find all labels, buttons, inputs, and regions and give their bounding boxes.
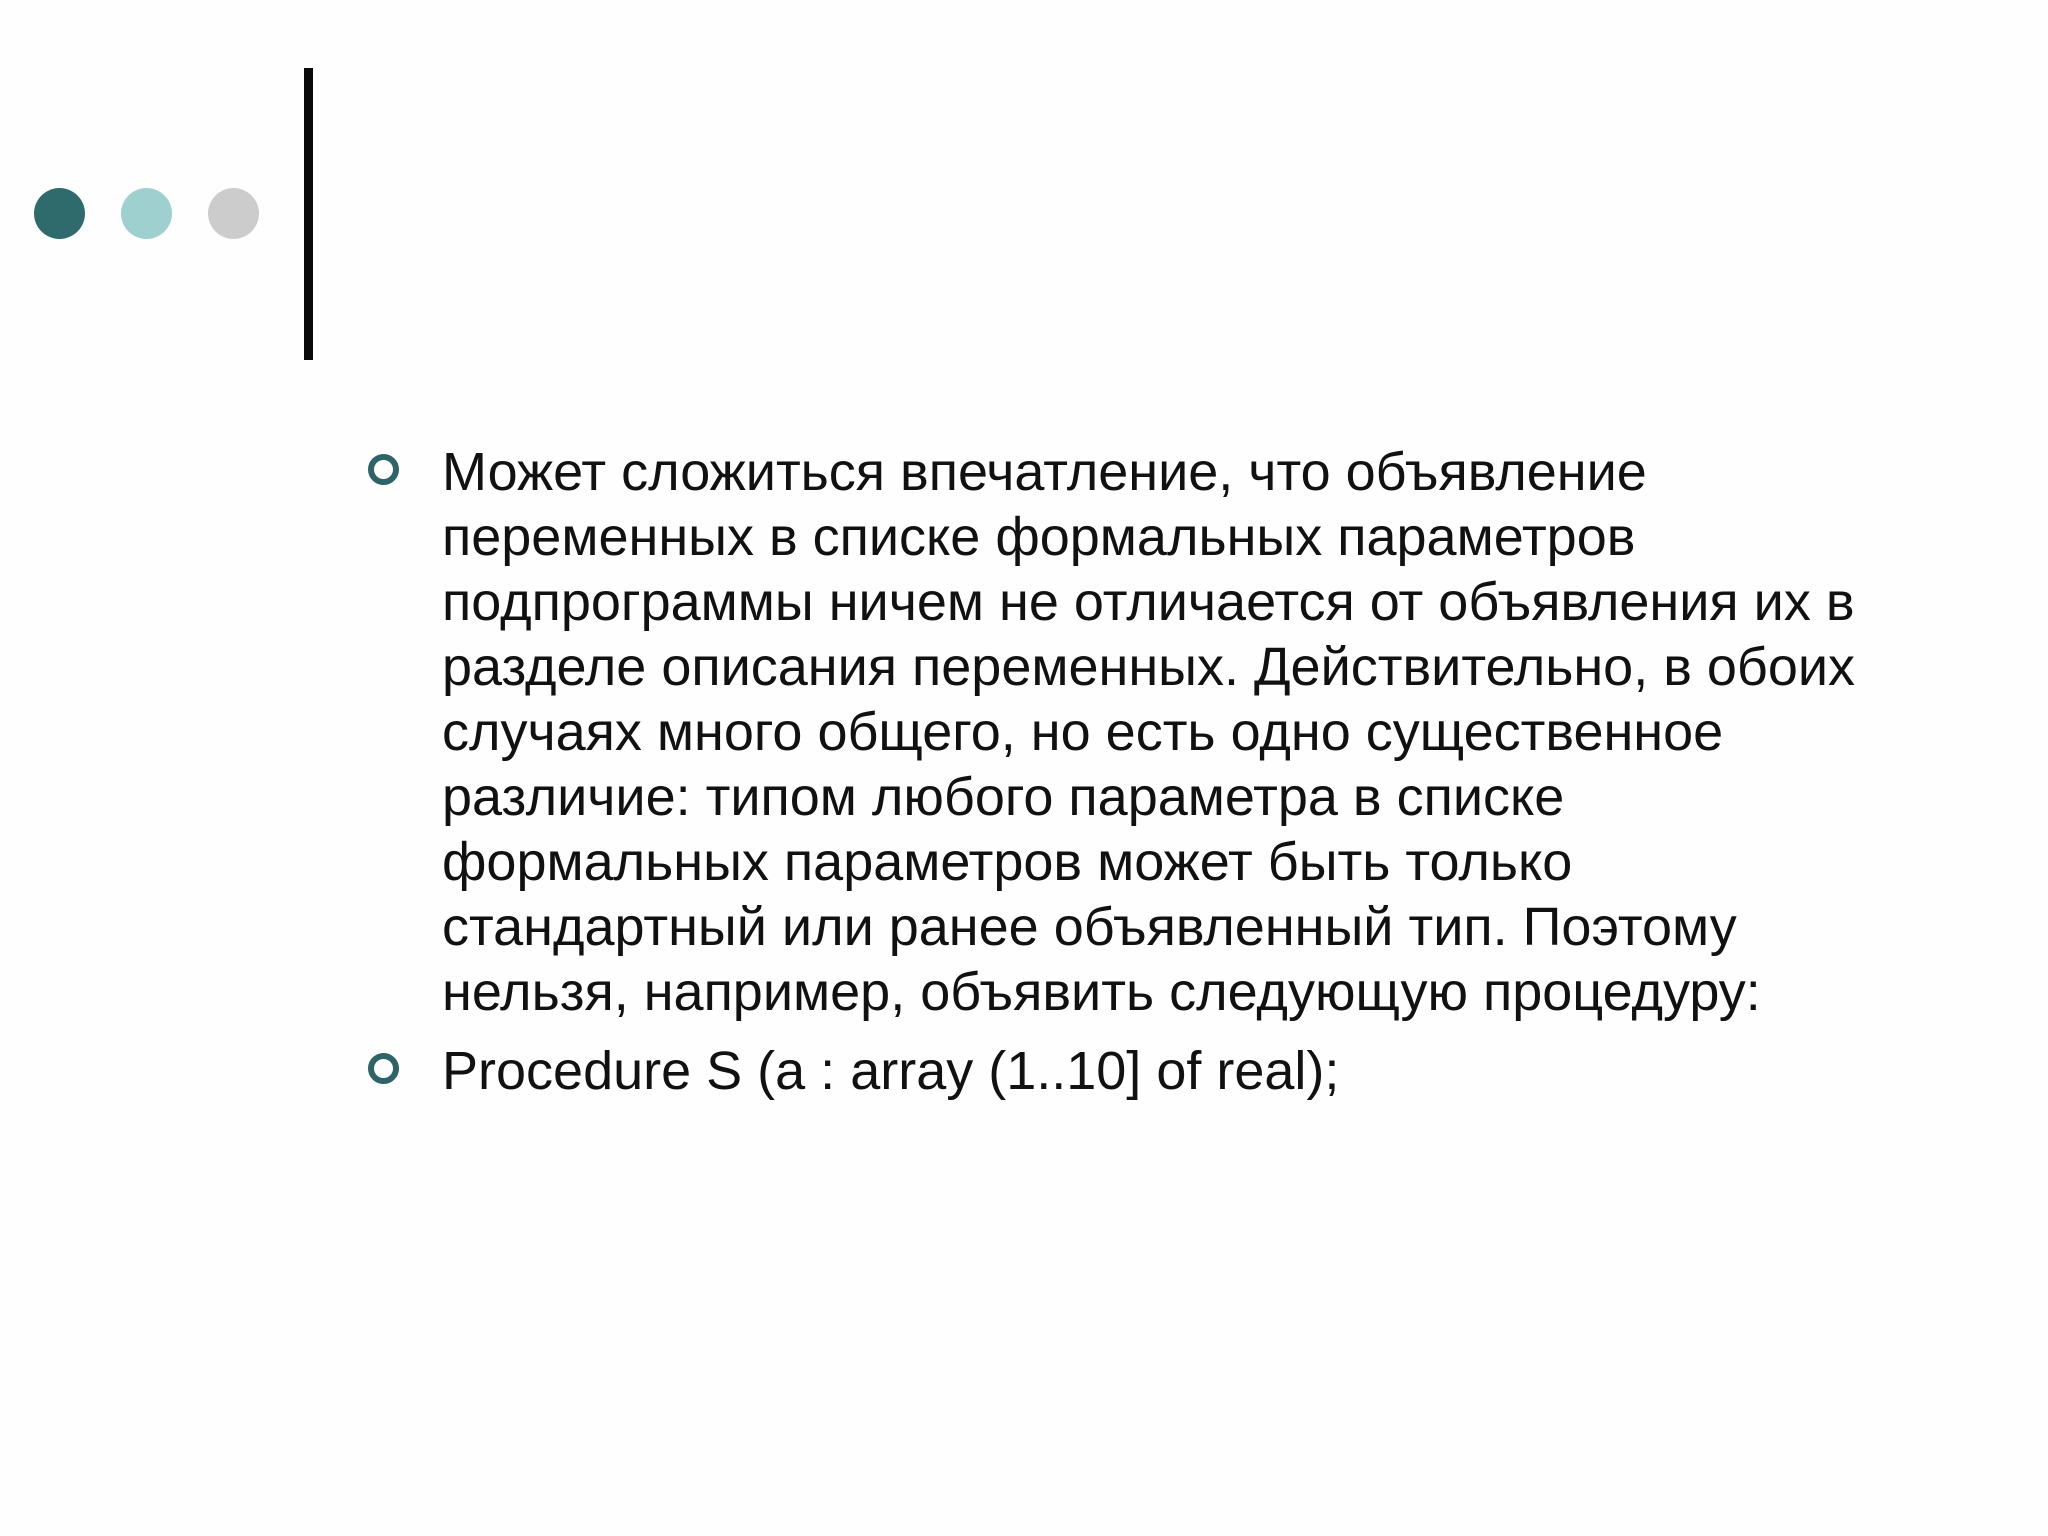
title-divider-rule bbox=[304, 68, 313, 360]
grey-dot-icon bbox=[208, 188, 259, 239]
light-teal-dot-icon bbox=[121, 188, 172, 239]
bullet-text: Может сложиться впечатление, что объявление переменных в списке формальных параметров подпрограммы ничем не отличается от объявления их в разделе описания переменных. Действительно, в обоих случаях много общего, но есть одно существенное различие: типом любого параметра в списке формальных параметров может быть только стандартный или ранее объявленный тип. Поэтому нельзя, например, объявить следующую процедуру: bbox=[442, 442, 1856, 1022]
hollow-circle-bullet-icon bbox=[368, 454, 399, 485]
bullet-text: Procedure S (a : array (1..10] of real); bbox=[442, 1041, 1340, 1101]
bullet-list bbox=[364, 440, 1924, 1118]
hollow-circle-bullet-icon bbox=[368, 1053, 399, 1084]
bullet-item bbox=[364, 440, 1924, 1025]
bullet-item bbox=[364, 1039, 1924, 1104]
dark-teal-dot-icon bbox=[34, 188, 85, 239]
